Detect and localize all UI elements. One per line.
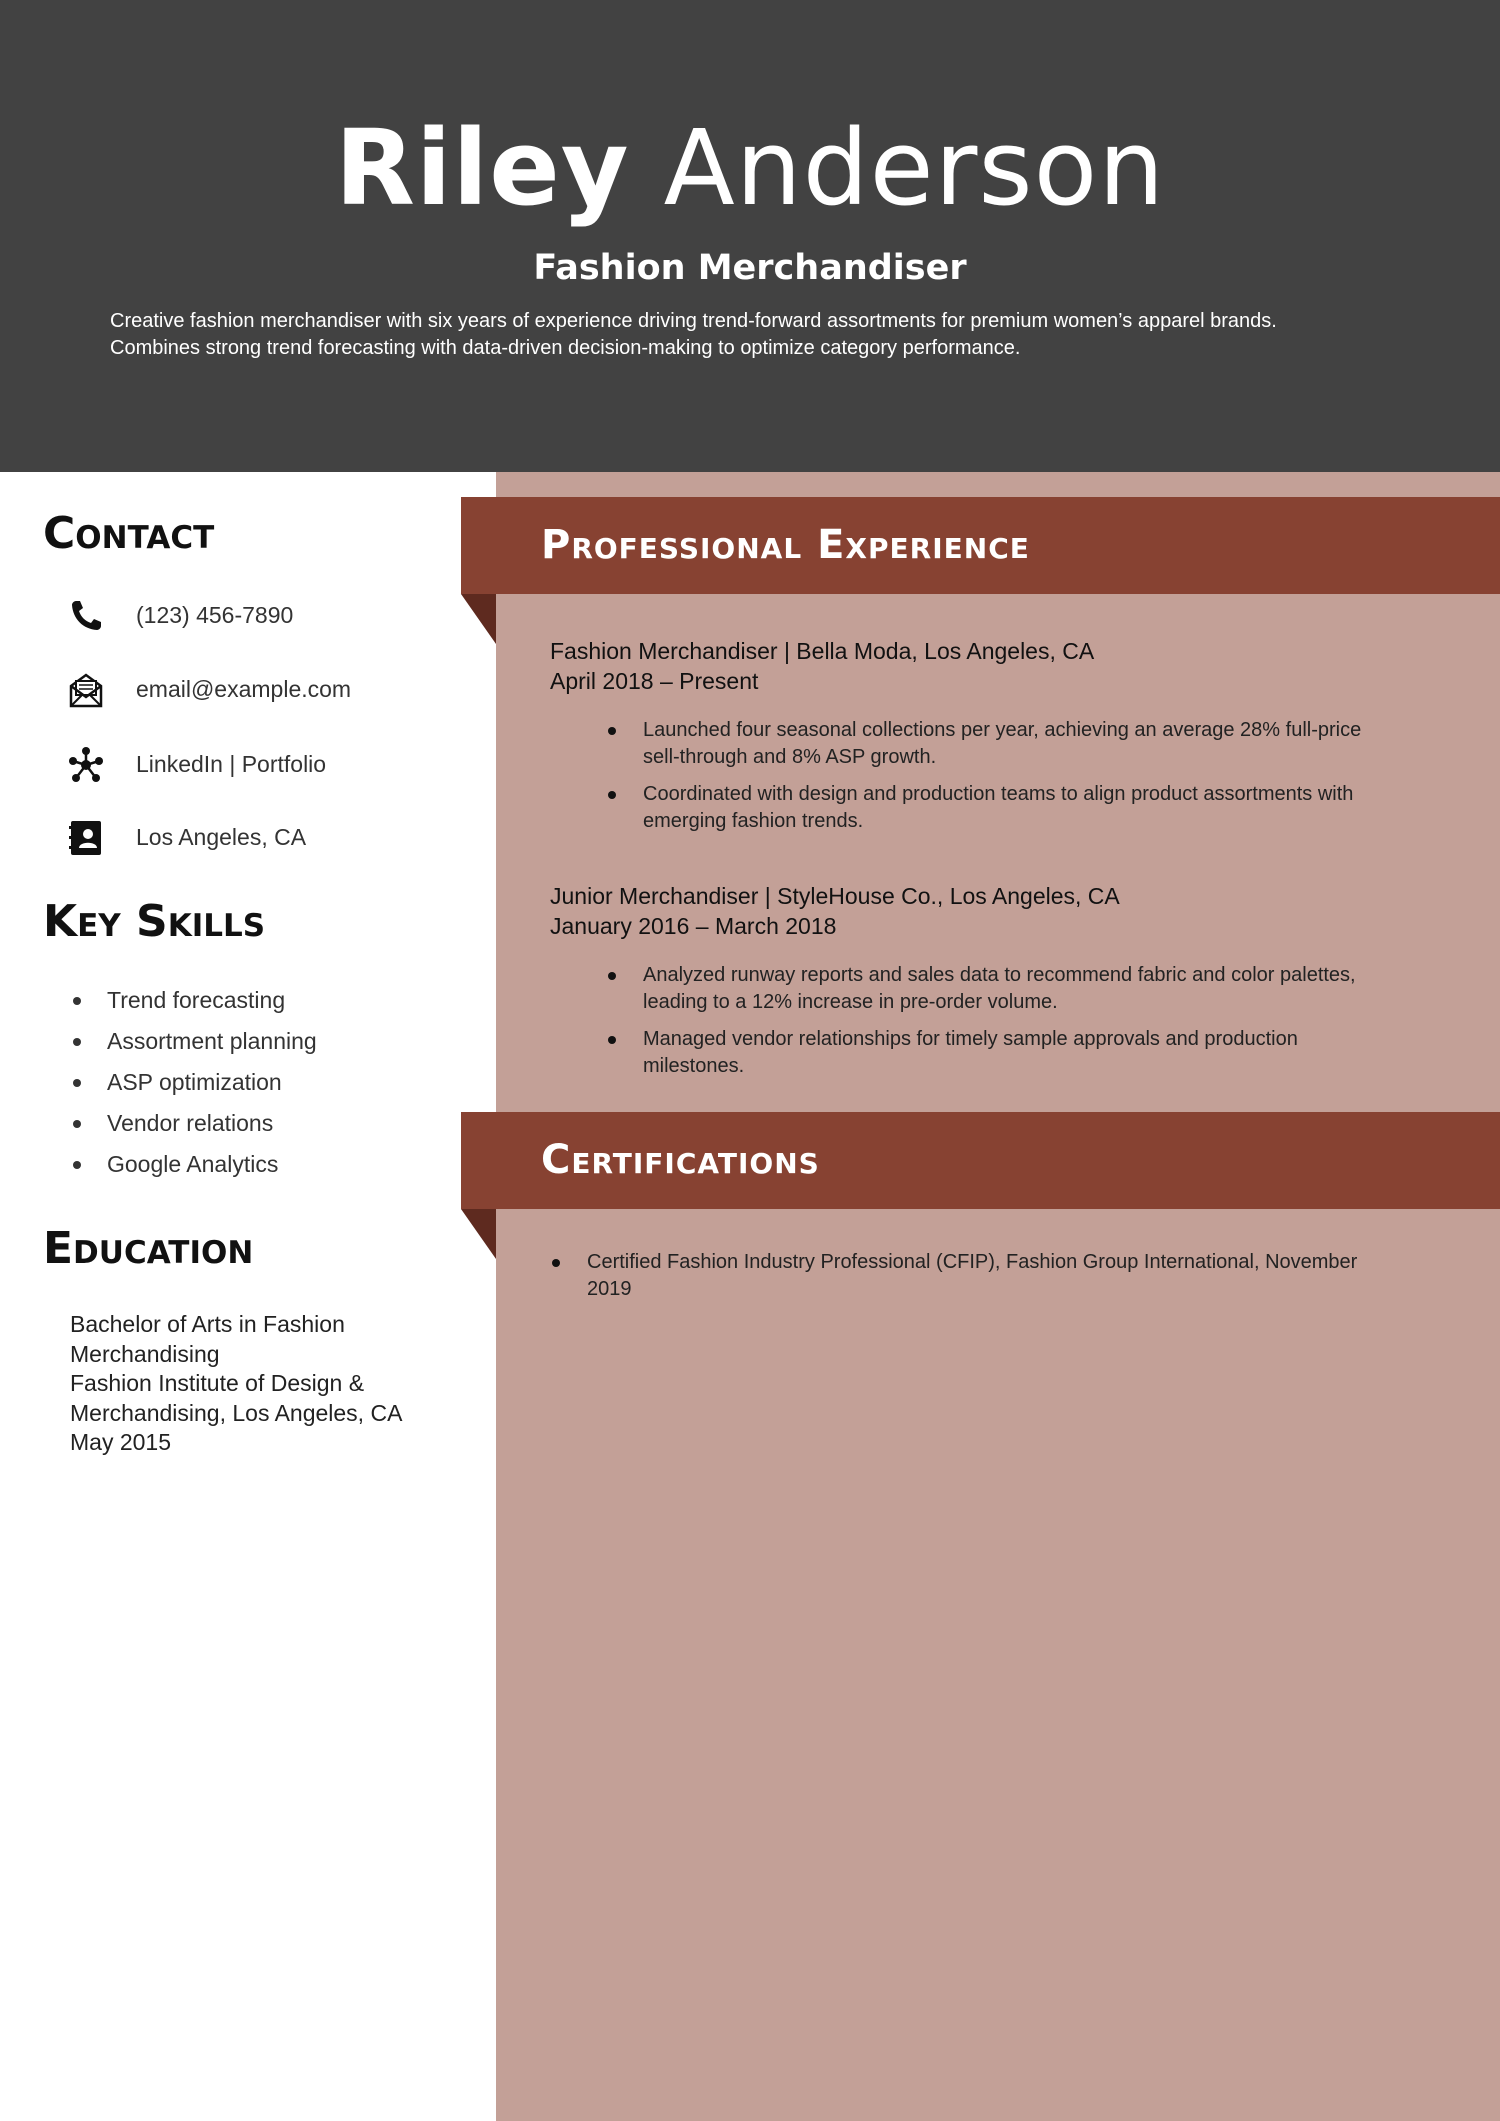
bullet-line: milestones. <box>643 1055 745 1077</box>
address-book-icon <box>66 818 106 858</box>
contact-heading: Contact <box>43 508 215 559</box>
contact-text: email@example.com <box>136 676 352 702</box>
network-icon <box>66 745 106 785</box>
candidate-name <box>0 108 1500 228</box>
bullet-item <box>550 781 1450 835</box>
bullet-line: leading to a 12% increase in pre-order volume. <box>643 991 1058 1013</box>
experience-heading: Professional Experience <box>541 522 1030 568</box>
list-item: Trend forecasting <box>70 980 470 1021</box>
education-line: Merchandising, Los Angeles, CA <box>70 1399 403 1426</box>
resume-header <box>0 0 1500 472</box>
skills-list <box>70 980 470 1185</box>
education-heading: Education <box>43 1223 254 1274</box>
summary-line: Combines strong trend forecasting with data-driven decision-making to optimize category performance. <box>110 337 1021 359</box>
list-item: ASP optimization <box>70 1062 470 1103</box>
contact-text: Los Angeles, CA <box>136 824 307 850</box>
bullet-item <box>550 717 1450 771</box>
last-name: Anderson <box>663 107 1166 229</box>
bullet-line: emerging fashion trends. <box>643 810 864 832</box>
certifications-heading: Certifications <box>541 1137 820 1183</box>
contact-phone <box>66 596 466 636</box>
bullet-line: sell-through and 8% ASP growth. <box>643 746 937 768</box>
phone-icon <box>66 596 106 636</box>
summary-line: Creative fashion merchandiser with six years of experience driving trend-forward assortments for premium women’s apparel brands. <box>110 310 1277 332</box>
bullet-line: Analyzed runway reports and sales data to recommend fabric and color palettes, <box>643 964 1356 986</box>
email-icon <box>66 670 106 710</box>
bullet-line: Managed vendor relationships for timely sample approvals and production <box>643 1028 1298 1050</box>
list-item: Assortment planning <box>70 1021 470 1062</box>
education-line: May 2015 <box>70 1429 172 1455</box>
job-title-line: Fashion Merchandiser | Bella Moda, Los Angeles, CA <box>550 638 1095 664</box>
contact-linkedin[interactable] <box>66 745 466 785</box>
job-title: Fashion Merchandiser <box>533 248 967 288</box>
experience-banner <box>461 497 1500 594</box>
list-item: Vendor relations <box>70 1103 470 1144</box>
list-item: Google Analytics <box>70 1144 470 1185</box>
bullet-item <box>550 1249 1450 1303</box>
job-bullets <box>550 717 1450 845</box>
education-line: Bachelor of Arts in Fashion <box>70 1311 345 1337</box>
contact-text[interactable]: LinkedIn | Portfolio <box>136 751 327 777</box>
skills-heading: Key Skills <box>43 896 266 947</box>
banner-fold <box>461 594 496 644</box>
job-bullets <box>550 962 1450 1090</box>
contact-email <box>66 670 466 710</box>
job-dates: April 2018 – Present <box>550 668 759 694</box>
summary <box>110 308 1410 362</box>
bullet-item <box>550 962 1450 1016</box>
job-dates: January 2016 – March 2018 <box>550 913 837 939</box>
certifications-list <box>550 1249 1450 1313</box>
education-line: Merchandising <box>70 1340 220 1367</box>
job-title-line: Junior Merchandiser | StyleHouse Co., Los Angeles, CA <box>550 883 1120 909</box>
bullet-line: 2019 <box>587 1278 632 1300</box>
education-details <box>70 1310 470 1458</box>
contact-text: (123) 456-7890 <box>136 602 294 628</box>
bullet-line: Launched four seasonal collections per year, achieving an average 28% full-price <box>643 719 1362 741</box>
bullet-line: Coordinated with design and production teams to align product assortments with <box>643 783 1354 805</box>
contact-location <box>66 818 466 858</box>
first-name: Riley <box>334 107 630 229</box>
banner-fold <box>461 1209 496 1259</box>
certifications-banner <box>461 1112 1500 1209</box>
education-line: Fashion Institute of Design & <box>70 1370 365 1396</box>
bullet-item <box>550 1026 1450 1080</box>
bullet-line: Certified Fashion Industry Professional (CFIP), Fashion Group International, November <box>587 1251 1358 1273</box>
